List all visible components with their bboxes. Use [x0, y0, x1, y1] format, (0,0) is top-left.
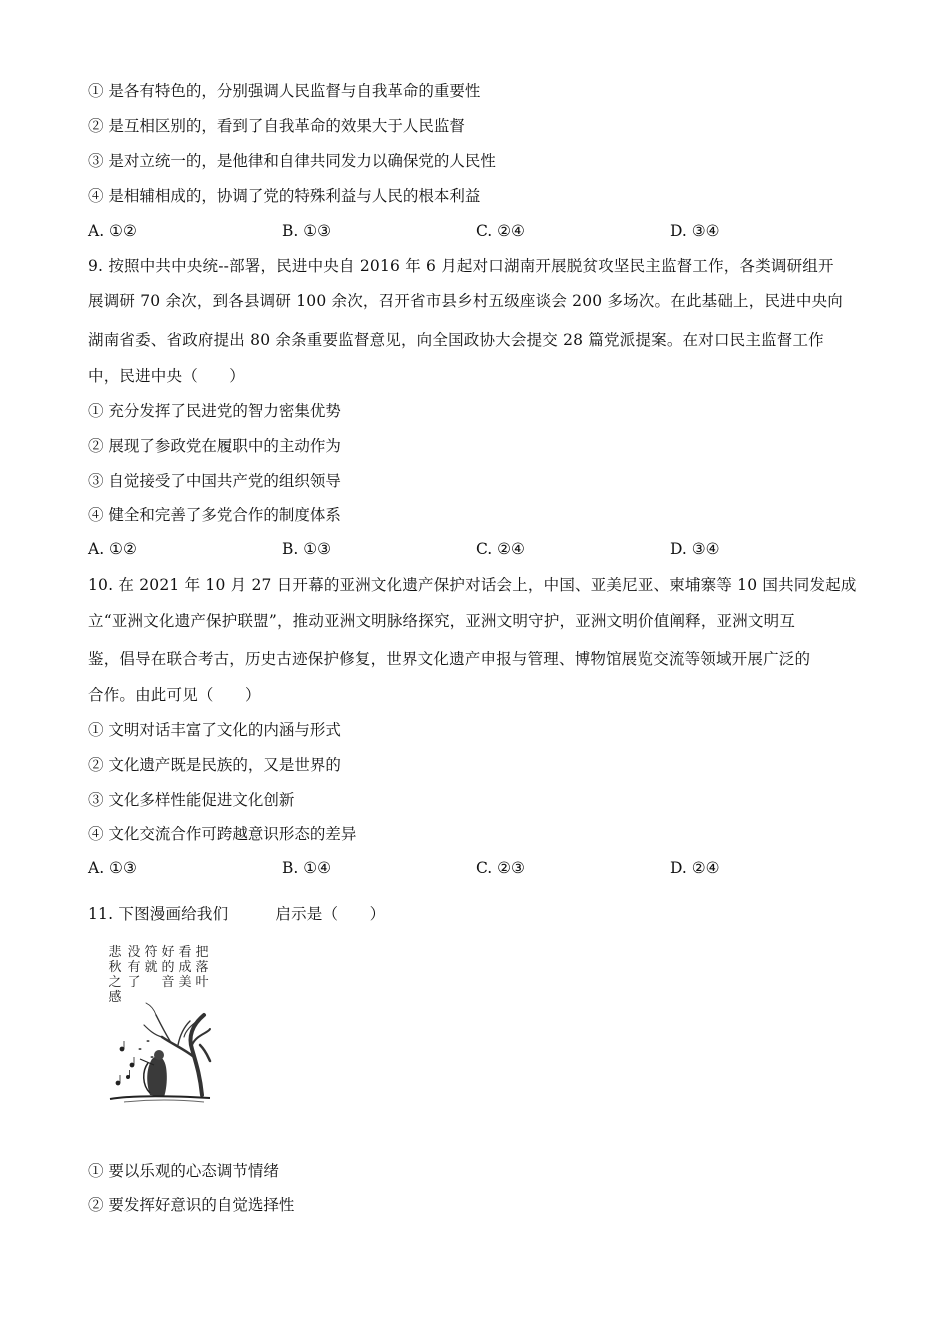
q8-item-2: ② 是互相区别的，看到了自我革命的效果大于人民监督 [88, 117, 465, 135]
q10-stem-line-4: 合作。由此可见（ ） [88, 686, 261, 704]
cartoon-caption-col-5: 没有了 [127, 945, 141, 990]
q10-item-3: ③ 文化多样性能促进文化创新 [88, 791, 295, 809]
q9-stem-line-1: 9. 按照中共中央统--部署，民进中央自 2016 年 6 月起对口湖南开展脱贫攻坚民主监督工作，各类调研组开 [88, 257, 834, 275]
q10-item-2: ② 文化遗产既是民族的，又是世界的 [88, 756, 341, 774]
q9-option-a: A. ①② [88, 540, 137, 558]
q9-item-3: ③ 自觉接受了中国共产党的组织领导 [88, 472, 341, 490]
q8-option-b: B. ①③ [282, 222, 332, 240]
cartoon-caption-col-4: 符就 [144, 945, 158, 975]
cartoon-caption-col-1: 把落叶 [195, 945, 209, 990]
q8-option-a: A. ①② [88, 222, 137, 240]
q8-option-c: C. ②④ [476, 222, 525, 240]
q9-stem-line-4: 中，民进中央（ ） [88, 367, 246, 385]
q8-item-3: ③ 是对立统一的，是他律和自律共同发力以确保党的人民性 [88, 152, 496, 170]
q10-stem-line-2: 立“亚洲文化遗产保护联盟”，推动亚洲文明脉络探究，亚洲文明守护，亚洲文明价值阐释，亚洲文明互 [88, 612, 796, 630]
q9-option-c: C. ②④ [476, 540, 525, 558]
q10-item-4: ④ 文化交流合作可跨越意识形态的差异 [88, 825, 357, 843]
q10-item-1: ① 文明对话丰富了文化的内涵与形式 [88, 721, 341, 739]
q9-stem-line-3: 湖南省委、省政府提出 80 余条重要监督意见，向全国政协大会提交 28 篇党派提案。在对口民主监督工作 [88, 331, 824, 349]
q11-item-2: ② 要发挥好意识的自觉选择性 [88, 1196, 295, 1214]
q10-option-b: B. ①④ [282, 859, 332, 877]
q10-stem-line-3: 鉴，倡导在联合考古，历史古迹保护修复，世界文化遗产申报与管理、博物馆展览交流等领域开展广泛的 [88, 650, 811, 668]
cartoon-caption-col-6: 悲秋之感 [108, 945, 122, 1005]
q10-stem-line-1: 10. 在 2021 年 10 月 27 日开幕的亚洲文化遗产保护对话会上，中国、亚美尼亚、柬埔寨等 10 国共同发起成 [88, 576, 857, 594]
q10-option-a: A. ①③ [88, 859, 137, 877]
q9-option-d: D. ③④ [670, 540, 720, 558]
cartoon-image [104, 945, 212, 1105]
q9-item-2: ② 展现了参政党在履职中的主动作为 [88, 437, 341, 455]
q10-option-d: D. ②④ [670, 859, 720, 877]
cartoon-caption-col-2: 看成美 [178, 945, 192, 990]
cartoon-drawing [104, 945, 212, 1105]
q8-option-d: D. ③④ [670, 222, 720, 240]
q9-item-4: ④ 健全和完善了多党合作的制度体系 [88, 506, 341, 524]
q9-option-b: B. ①③ [282, 540, 332, 558]
q11-item-1: ① 要以乐观的心态调节情绪 [88, 1162, 279, 1180]
q9-item-1: ① 充分发挥了民进党的智力密集优势 [88, 402, 341, 420]
q8-item-4: ④ 是相辅相成的，协调了党的特殊利益与人民的根本利益 [88, 187, 481, 205]
q9-stem-line-2: 展调研 70 余次，到各县调研 100 余次，召开省市县乡村五级座谈会 200 多场次。在此基础上，民进中央向 [88, 292, 843, 310]
q11-stem: 11. 下图漫画给我们 启示是（ ） [88, 905, 386, 923]
q10-option-c: C. ②③ [476, 859, 525, 877]
q8-item-1: ① 是各有特色的，分别强调人民监督与自我革命的重要性 [88, 82, 481, 100]
cartoon-caption-col-3: 好的音 [161, 945, 175, 990]
